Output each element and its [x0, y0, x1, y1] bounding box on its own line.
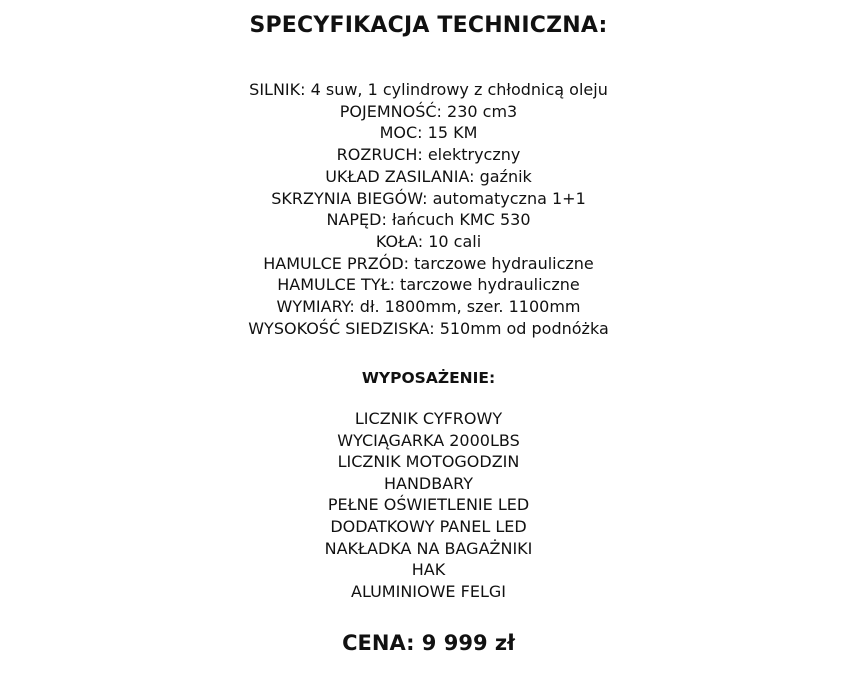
equipment-list [0, 408, 857, 602]
spec-wheels: KOŁA: 10 cali [375, 231, 482, 251]
spec-starter: ROZRUCH: elektryczny [336, 145, 521, 165]
page-title: SPECYFIKACJA TECHNICZNA: [249, 13, 608, 38]
equipment-item: LICZNIK CYFROWY [354, 409, 503, 428]
spec-drive: NAPĘD: łańcuch KMC 530 [326, 210, 531, 230]
spec-gearbox: SKRZYNIA BIEGÓW: automatyczna 1+1 [271, 188, 586, 208]
spec-power: MOC: 15 KM [379, 123, 478, 143]
spec-list [0, 79, 857, 339]
equipment-title: WYPOSAŻENIE: [361, 369, 496, 387]
spec-rear-brakes: HAMULCE TYŁ: tarczowe hydrauliczne [277, 275, 580, 295]
equipment-item: LICZNIK MOTOGODZIN [337, 452, 520, 472]
equipment-item: NAKŁADKA NA BAGAŻNIKI [324, 538, 533, 558]
spec-displacement: POJEMNOŚĆ: 230 cm3 [339, 101, 518, 121]
spec-seat-height: WYSOKOŚĆ SIEDZISKA: 510mm od podnóżka [248, 318, 609, 338]
equipment-item: WYCIĄGARKA 2000LBS [337, 430, 520, 450]
equipment-item: HANDBARY [383, 473, 474, 493]
spec-dimensions: WYMIARY: dł. 1800mm, szer. 1100mm [276, 297, 581, 317]
equipment-item: DODATKOWY PANEL LED [330, 516, 527, 536]
spec-fuel-system: UKŁAD ZASILANIA: gaźnik [325, 166, 532, 186]
price-label: CENA: 9 999 zł [342, 631, 515, 655]
spec-engine: SILNIK: 4 suw, 1 cylindrowy z chłodnicą oleju [249, 80, 608, 99]
equipment-item: HAK [411, 560, 446, 580]
spec-front-brakes: HAMULCE PRZÓD: tarczowe hydrauliczne [263, 253, 594, 273]
equipment-item: ALUMINIOWE FELGI [351, 581, 506, 601]
equipment-item: PEŁNE OŚWIETLENIE LED [327, 495, 530, 515]
